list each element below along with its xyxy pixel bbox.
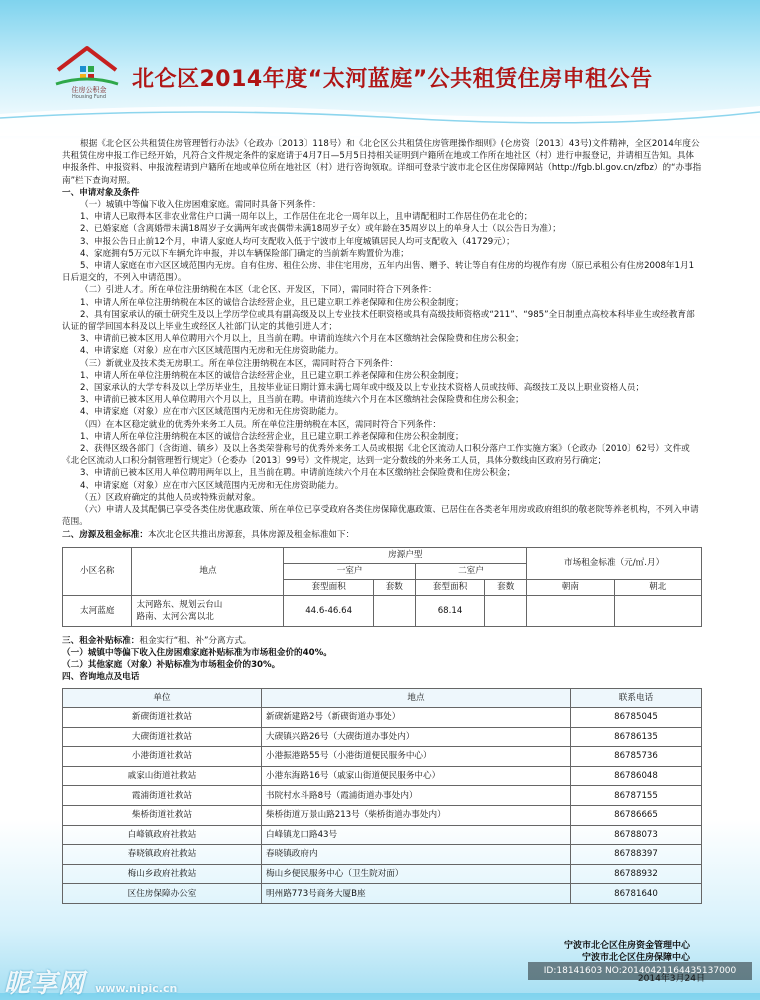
cell-count-two [485,595,527,626]
cell-phone: 86786665 [571,806,702,826]
cell-area-one: 44.6-46.64 [284,595,373,626]
cell-name: 太河蓝庭 [63,595,132,626]
cell-phone: 86788932 [571,864,702,884]
cell-phone: 86786048 [571,766,702,786]
cell-phone: 86785736 [571,747,702,767]
condition-paragraph: 3、申报公告日止前12个月，申请人家庭人均可支配收入低于宁波市上年度城镇居民人均可支配收入（41729元）； [80,236,515,247]
section-2-heading [62,529,702,541]
cell-location: 新碶新建路2号（新碶街道办事处） [262,708,571,728]
cell-unit: 霞浦街道社救站 [63,786,262,806]
logo-subtext: Housing Fund [71,94,107,100]
condition-paragraph: 4、申请家庭（对象）应在市六区区域范围内无房和无住房资助能力。 [80,480,344,491]
condition-paragraph: 5、申请人家庭在市六区区域范围内无房。自有住房、租住公房、非住宅用房，五年内出售、赠予、转让等自有住房的均视作有房（原已承租公有住房2008年1月1日后退交的，不列入申请范围）。 [62,261,695,284]
section-3-desc: 租金实行“租、补”分离方式。 [139,635,252,646]
col-header-two-room: 二室户 [415,563,526,579]
contact-table [62,688,702,905]
cell-area-two: 68.14 [415,595,484,626]
col-header-rent: 市场租金标准（元/㎡.月） [527,547,702,579]
condition-paragraph: 4、申请家庭（对象）应在市六区区域范围内无房和无住房资助能力。 [80,346,344,357]
subsidy-item: （二）其他家庭（对象）补贴标准为市场租金价的30%。 [62,660,281,671]
issue-date: 2014年3月24日 [637,974,705,984]
cell-rent-south [527,595,614,626]
section-3-title: 三、租金补贴标准： [62,635,140,646]
logo-text: 住房公积金 [71,86,107,94]
col-header-area: 套型面积 [284,579,373,595]
condition-paragraph: 3、申请前已被本区用人单位聘用六个月以上，且当前在聘。申请前连续六个月在本区缴纳社会保险费和住房公积金； [80,334,524,345]
col-header-location: 地点 [262,688,571,708]
condition-paragraph: 2、已婚家庭（含离婚带未满18周岁子女满两年或丧偶带未满18周岁子女）或年龄在35周岁以上的单身人士（以公告日为准）； [80,224,561,235]
condition-paragraph: 2、具有国家承认的硕士研究生及以上学历学位或具有副高级及以上专业技术任职资格或具有高级技师资格或“211”、“985”全日制重点高校本科毕业生或经教育部认证的留学回国本科及以上毕业生或经区人社部门认定的其他引进人才； [62,309,695,333]
section-4-title: 四、咨询地点及电话 [62,672,140,683]
table-row [63,884,702,904]
condition-paragraph: （五）区政府确定的其他人员或特殊贡献对象。 [80,492,261,503]
condition-paragraph: 4、家庭拥有5万元以下车辆允许申报，并以车辆保险部门确定的当前新车购置价为准； [80,248,409,259]
section-1-title: 一、申请对象及条件 [62,187,140,198]
cell-unit: 区住房保障办公室 [63,884,262,904]
address-line: 路南、太河公寓以北 [136,611,214,622]
section-1-list [62,199,702,528]
condition-paragraph: 1、申请人已取得本区非农业常住户口满一周年以上，工作居住在北仑一周年以上，且申请配租时工作居住仍在北仑的； [80,212,533,223]
cell-unit: 春晓镇政府社救站 [63,845,262,865]
col-header-unit: 单位 [63,688,262,708]
col-header-count: 套数 [485,579,527,595]
org-name: 宁波市北仑区住房资金管理中心 [563,941,690,951]
subsidy-item: （一）城镇中等偏下收入住房困难家庭补贴标准为市场租金价的40%。 [62,647,332,658]
section-2-desc: 本次北仑区共推出房源套，具体房源及租金标准如下： [147,529,355,540]
table-row [63,595,702,626]
condition-paragraph: （六）申请人及其配偶已享受各类住房优惠政策、所在单位已享受政府各类住房保障优惠政策、已居住在各类老年用房或政府组织的敬老院等养老机构，不列入申请范围。 [62,505,699,528]
table-row [63,747,702,767]
table-row [63,845,702,865]
page-title: 北仑区2014年度“太河蓝庭”公共租赁住房申租公告 [132,67,653,92]
cell-unit: 柴桥街道社救站 [63,806,262,826]
cell-unit: 小港街道社救站 [63,747,262,767]
image-id-bar: ID:18141603 NO:20140421164435137000 [528,962,752,980]
cell-location: 白峰镇龙口路43号 [262,825,571,845]
cell-location: 小港东海路16号（戚家山街道便民服务中心） [262,766,571,786]
cell-phone: 86785045 [571,708,702,728]
condition-paragraph: 4、申请家庭（对象）应在市六区区域范围内无房和无住房资助能力。 [80,407,344,418]
cell-count-one [373,595,415,626]
col-header-area: 套型面积 [415,579,484,595]
table-row [63,806,702,826]
condition-paragraph: （一）城镇中等偏下收入住房困难家庭。需同时具备下列条件： [80,200,321,211]
condition-paragraph: 1、申请人所在单位注册纳税在本区的诚信合法经营企业，且已建立职工养老保障和住房公积金制度； [80,297,464,308]
condition-paragraph: 2、获得区级各部门（含街道、镇乡）及以上各类荣誉称号的优秀外来务工人员或根据《北仑区流动人口积分落户工作实施方案》（仑政办〔2010〕62号）文件或《北仑区流动人口积分制管理暂行规定》（仑委办〔2013〕99号）文件规定，达到一定分数线的外来务工人员，具体分数线由区政府另行确定； [62,444,690,467]
decorative-wave-icon [0,96,760,136]
org-name: 宁波市北仑区住房保障中心 [581,953,690,963]
cell-unit: 新碶街道社救站 [63,708,262,728]
col-header-address: 地点 [132,547,284,595]
cell-unit: 梅山乡政府社救站 [63,864,262,884]
condition-paragraph: （三）新就业及技术类无房职工。所在单位注册纳税在本区，需同时符合下列条件： [80,358,398,369]
col-header-phone: 联系电话 [571,688,702,708]
condition-paragraph: 1、申请人所在单位注册纳税在本区的诚信合法经营企业，且已建立职工养老保障和住房公积金制度； [80,370,464,381]
col-header-count: 套数 [373,579,415,595]
condition-paragraph: （二）引进人才。所在单位注册纳税在本区（北仑区、开发区，下同），需同时符合下列条件： [80,285,437,296]
table-row [63,708,702,728]
col-header-north: 朝北 [614,579,701,595]
condition-paragraph: 1、申请人所在单位注册纳税在本区的诚信合法经营企业，且已建立职工养老保障和住房公积金制度； [80,431,464,442]
table-row [63,864,702,884]
table-row [63,727,702,747]
cell-location: 柴桥街道万景山路213号（柴桥街道办事处内） [262,806,571,826]
cell-location: 大碶镇兴路26号（大碶街道办事处内） [262,727,571,747]
col-header-one-room: 一室户 [284,563,415,579]
cell-location: 小港振港路55号（小港街道便民服务中心） [262,747,571,767]
housing-table [62,547,702,627]
table-row [63,825,702,845]
cell-unit: 戚家山街道社救站 [63,766,262,786]
table-row [63,786,702,806]
watermark-text: 昵享网 [4,969,86,999]
cell-address [132,595,284,626]
condition-paragraph: 3、申请前已被本区用人单位聘用两年以上，且当前在聘。申请前连续六个月在本区缴纳社会保险费和住房公积金； [80,468,516,479]
cell-phone: 86788397 [571,845,702,865]
condition-paragraph: 3、申请前已被本区用人单位聘用六个月以上，且当前在聘。申请前连续六个月在本区缴纳社会保险费和住房公积金； [80,395,524,406]
cell-phone: 86787155 [571,786,702,806]
condition-paragraph: （四）在本区稳定就业的优秀外来务工人员。所在单位注册纳税在本区，需同时符合下列条件： [80,419,441,430]
section-3-heading [62,635,702,647]
issuing-organizations [564,940,690,964]
cell-rent-north [614,595,701,626]
cell-location: 书院村水斗路8号（霞浦街道办事处内） [262,786,571,806]
cell-location: 梅山乡便民服务中心（卫生院对面） [262,864,571,884]
cell-unit: 白峰镇政府社救站 [63,825,262,845]
condition-paragraph: 2、国家承认的大学专科及以上学历毕业生，且按毕业证日期计算未满七周年或中级及以上专业技术资格人员或技师、高级技工及以上职业资格人员； [80,383,645,394]
col-header-south: 朝南 [527,579,614,595]
cell-location: 春晓镇政府内 [262,845,571,865]
cell-phone: 86786135 [571,727,702,747]
col-header-name: 小区名称 [63,547,132,595]
cell-unit: 大碶街道社救站 [63,727,262,747]
watermark-logo [4,963,177,1000]
section-2-title: 二、房源及租金标准： [62,529,148,540]
table-row [63,766,702,786]
cell-location: 明州路773号商务大厦B座 [262,884,571,904]
address-line: 太河路东、规划云台山 [136,599,223,610]
watermark-url: www.nipic.cn [95,982,178,995]
announcement-body [62,138,702,904]
cell-phone: 86781640 [571,884,702,904]
col-header-type: 房源户型 [284,547,527,563]
cell-phone: 86788073 [571,825,702,845]
intro-paragraph: 根据《北仑区公共租赁住房管理暂行办法》（仑政办〔2013〕118号）和《北仑区公共租赁住房管理操作细则》(仑房资〔2013〕43号)文件精神，全区2014年度公共租赁住房申报工作已经开始，凡符合文件规定条件的家庭请于4月7日—5月5日持相关证明到户籍所在地或工作所在地社区（村）进行申报登记，并请相互告知。具体申报条件、申报资料、申报流程请到户籍所在地或单位所在地社区（村）进行咨询领取。详细可登录宁波市北仑区住房保障网站（http://fgb.bl.gov.cn/zfbz）的“办事指南”栏下查询对照。 [62,139,702,186]
header [0,0,760,118]
